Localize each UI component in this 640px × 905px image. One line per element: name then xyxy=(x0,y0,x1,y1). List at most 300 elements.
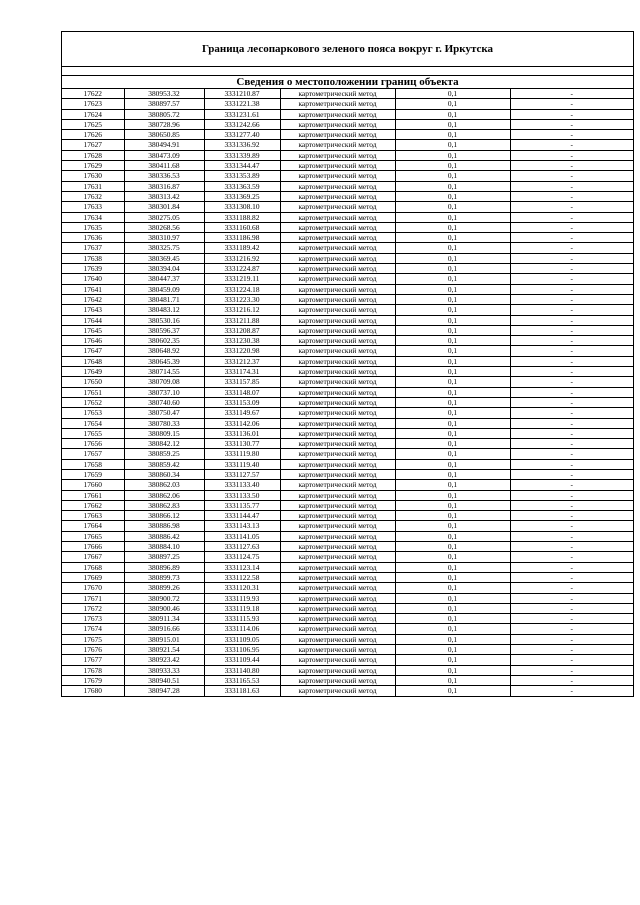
y-coordinate-cell: 3331119.18 xyxy=(204,603,280,613)
x-coordinate-cell: 380915.01 xyxy=(124,634,204,644)
description-cell: - xyxy=(510,140,633,150)
point-number-cell: 17639 xyxy=(62,264,124,274)
document-frame xyxy=(61,31,634,697)
precision-cell: 0,1 xyxy=(395,130,510,140)
point-number-cell: 17675 xyxy=(62,634,124,644)
precision-cell: 0,1 xyxy=(395,418,510,428)
table-row xyxy=(62,377,633,387)
precision-cell: 0,1 xyxy=(395,315,510,325)
x-coordinate-cell: 380897.57 xyxy=(124,99,204,109)
description-cell: - xyxy=(510,181,633,191)
precision-cell: 0,1 xyxy=(395,511,510,521)
point-number-cell: 17652 xyxy=(62,397,124,407)
point-number-cell: 17647 xyxy=(62,346,124,356)
table-row xyxy=(62,212,633,222)
table-row xyxy=(62,542,633,552)
description-cell: - xyxy=(510,150,633,160)
method-cell: картометрический метод xyxy=(280,562,395,572)
x-coordinate-cell: 380596.37 xyxy=(124,325,204,335)
precision-cell: 0,1 xyxy=(395,346,510,356)
table-row xyxy=(62,89,633,99)
point-number-cell: 17654 xyxy=(62,418,124,428)
table-row xyxy=(62,284,633,294)
y-coordinate-cell: 3331224.87 xyxy=(204,264,280,274)
x-coordinate-cell: 380860.34 xyxy=(124,469,204,479)
point-number-cell: 17635 xyxy=(62,222,124,232)
method-cell: картометрический метод xyxy=(280,449,395,459)
description-cell: - xyxy=(510,675,633,685)
method-cell: картометрический метод xyxy=(280,521,395,531)
point-number-cell: 17663 xyxy=(62,511,124,521)
method-cell: картометрический метод xyxy=(280,686,395,696)
point-number-cell: 17641 xyxy=(62,284,124,294)
precision-cell: 0,1 xyxy=(395,243,510,253)
description-cell: - xyxy=(510,542,633,552)
x-coordinate-cell: 380940.51 xyxy=(124,675,204,685)
point-number-cell: 17632 xyxy=(62,191,124,201)
description-cell: - xyxy=(510,356,633,366)
description-cell: - xyxy=(510,387,633,397)
description-cell: - xyxy=(510,418,633,428)
x-coordinate-cell: 380859.42 xyxy=(124,459,204,469)
table-row xyxy=(62,439,633,449)
description-cell: - xyxy=(510,511,633,521)
description-cell: - xyxy=(510,552,633,562)
table-row xyxy=(62,109,633,119)
point-number-cell: 17670 xyxy=(62,583,124,593)
table-row xyxy=(62,387,633,397)
table-row xyxy=(62,614,633,624)
description-cell: - xyxy=(510,305,633,315)
method-cell: картометрический метод xyxy=(280,593,395,603)
precision-cell: 0,1 xyxy=(395,233,510,243)
y-coordinate-cell: 3331120.31 xyxy=(204,583,280,593)
point-number-cell: 17653 xyxy=(62,408,124,418)
precision-cell: 0,1 xyxy=(395,264,510,274)
x-coordinate-cell: 380728.96 xyxy=(124,119,204,129)
y-coordinate-cell: 3331106.95 xyxy=(204,645,280,655)
table-row xyxy=(62,367,633,377)
point-number-cell: 17671 xyxy=(62,593,124,603)
precision-cell: 0,1 xyxy=(395,119,510,129)
method-cell: картометрический метод xyxy=(280,315,395,325)
description-cell: - xyxy=(510,119,633,129)
y-coordinate-cell: 3331119.80 xyxy=(204,449,280,459)
x-coordinate-cell: 380530.16 xyxy=(124,315,204,325)
method-cell: картометрический метод xyxy=(280,253,395,263)
table-row xyxy=(62,408,633,418)
x-coordinate-cell: 380933.33 xyxy=(124,665,204,675)
point-number-cell: 17633 xyxy=(62,202,124,212)
y-coordinate-cell: 3331344.47 xyxy=(204,161,280,171)
description-cell: - xyxy=(510,603,633,613)
y-coordinate-cell: 3331369.25 xyxy=(204,191,280,201)
description-cell: - xyxy=(510,367,633,377)
method-cell: картометрический метод xyxy=(280,119,395,129)
table-row xyxy=(62,140,633,150)
precision-cell: 0,1 xyxy=(395,675,510,685)
method-cell: картометрический метод xyxy=(280,222,395,232)
precision-cell: 0,1 xyxy=(395,222,510,232)
description-cell: - xyxy=(510,274,633,284)
y-coordinate-cell: 3331123.14 xyxy=(204,562,280,572)
method-cell: картометрический метод xyxy=(280,212,395,222)
description-cell: - xyxy=(510,161,633,171)
table-row xyxy=(62,171,633,181)
x-coordinate-cell: 380886.42 xyxy=(124,531,204,541)
y-coordinate-cell: 3331135.77 xyxy=(204,500,280,510)
table-row xyxy=(62,459,633,469)
precision-cell: 0,1 xyxy=(395,161,510,171)
y-coordinate-cell: 3331149.67 xyxy=(204,408,280,418)
x-coordinate-cell: 380494.91 xyxy=(124,140,204,150)
method-cell: картометрический метод xyxy=(280,387,395,397)
precision-cell: 0,1 xyxy=(395,459,510,469)
method-cell: картометрический метод xyxy=(280,356,395,366)
precision-cell: 0,1 xyxy=(395,377,510,387)
x-coordinate-cell: 380862.06 xyxy=(124,490,204,500)
description-cell: - xyxy=(510,439,633,449)
method-cell: картометрический метод xyxy=(280,171,395,181)
precision-cell: 0,1 xyxy=(395,645,510,655)
table-row xyxy=(62,336,633,346)
y-coordinate-cell: 3331221.38 xyxy=(204,99,280,109)
y-coordinate-cell: 3331212.37 xyxy=(204,356,280,366)
description-cell: - xyxy=(510,336,633,346)
table-row xyxy=(62,191,633,201)
y-coordinate-cell: 3331160.68 xyxy=(204,222,280,232)
method-cell: картометрический метод xyxy=(280,274,395,284)
point-number-cell: 17642 xyxy=(62,294,124,304)
x-coordinate-cell: 380899.26 xyxy=(124,583,204,593)
method-cell: картометрический метод xyxy=(280,202,395,212)
y-coordinate-cell: 3331363.59 xyxy=(204,181,280,191)
point-number-cell: 17636 xyxy=(62,233,124,243)
point-number-cell: 17634 xyxy=(62,212,124,222)
description-cell: - xyxy=(510,222,633,232)
y-coordinate-cell: 3331140.80 xyxy=(204,665,280,675)
point-number-cell: 17666 xyxy=(62,542,124,552)
precision-cell: 0,1 xyxy=(395,593,510,603)
precision-cell: 0,1 xyxy=(395,181,510,191)
table-row xyxy=(62,294,633,304)
table-row xyxy=(62,150,633,160)
precision-cell: 0,1 xyxy=(395,583,510,593)
table-row xyxy=(62,552,633,562)
table-row xyxy=(62,521,633,531)
table-row xyxy=(62,572,633,582)
description-cell: - xyxy=(510,294,633,304)
table-row xyxy=(62,531,633,541)
y-coordinate-cell: 3331211.88 xyxy=(204,315,280,325)
method-cell: картометрический метод xyxy=(280,583,395,593)
method-cell: картометрический метод xyxy=(280,150,395,160)
description-cell: - xyxy=(510,253,633,263)
precision-cell: 0,1 xyxy=(395,294,510,304)
description-cell: - xyxy=(510,655,633,665)
point-number-cell: 17623 xyxy=(62,99,124,109)
x-coordinate-cell: 380884.10 xyxy=(124,542,204,552)
description-cell: - xyxy=(510,583,633,593)
description-cell: - xyxy=(510,212,633,222)
method-cell: картометрический метод xyxy=(280,469,395,479)
description-cell: - xyxy=(510,171,633,181)
table-row xyxy=(62,665,633,675)
method-cell: картометрический метод xyxy=(280,490,395,500)
y-coordinate-cell: 3331230.38 xyxy=(204,336,280,346)
x-coordinate-cell: 380809.15 xyxy=(124,428,204,438)
method-cell: картометрический метод xyxy=(280,140,395,150)
precision-cell: 0,1 xyxy=(395,140,510,150)
method-cell: картометрический метод xyxy=(280,191,395,201)
point-number-cell: 17637 xyxy=(62,243,124,253)
section-subtitle: Сведения о местоположении границ объекта xyxy=(62,76,633,89)
method-cell: картометрический метод xyxy=(280,572,395,582)
y-coordinate-cell: 3331133.40 xyxy=(204,480,280,490)
y-coordinate-cell: 3331231.61 xyxy=(204,109,280,119)
y-coordinate-cell: 3331210.87 xyxy=(204,89,280,99)
description-cell: - xyxy=(510,449,633,459)
method-cell: картометрический метод xyxy=(280,377,395,387)
y-coordinate-cell: 3331127.57 xyxy=(204,469,280,479)
y-coordinate-cell: 3331115.93 xyxy=(204,614,280,624)
point-number-cell: 17645 xyxy=(62,325,124,335)
x-coordinate-cell: 380411.68 xyxy=(124,161,204,171)
table-row xyxy=(62,130,633,140)
table-row xyxy=(62,418,633,428)
point-number-cell: 17660 xyxy=(62,480,124,490)
point-number-cell: 17658 xyxy=(62,459,124,469)
x-coordinate-cell: 380866.12 xyxy=(124,511,204,521)
description-cell: - xyxy=(510,469,633,479)
table-row xyxy=(62,305,633,315)
point-number-cell: 17622 xyxy=(62,89,124,99)
point-number-cell: 17648 xyxy=(62,356,124,366)
method-cell: картометрический метод xyxy=(280,459,395,469)
point-number-cell: 17674 xyxy=(62,624,124,634)
method-cell: картометрический метод xyxy=(280,408,395,418)
description-cell: - xyxy=(510,315,633,325)
method-cell: картометрический метод xyxy=(280,552,395,562)
x-coordinate-cell: 380862.83 xyxy=(124,500,204,510)
description-cell: - xyxy=(510,130,633,140)
method-cell: картометрический метод xyxy=(280,645,395,655)
y-coordinate-cell: 3331119.93 xyxy=(204,593,280,603)
point-number-cell: 17673 xyxy=(62,614,124,624)
y-coordinate-cell: 3331216.92 xyxy=(204,253,280,263)
method-cell: картометрический метод xyxy=(280,542,395,552)
description-cell: - xyxy=(510,397,633,407)
x-coordinate-cell: 380310.97 xyxy=(124,233,204,243)
x-coordinate-cell: 380447.37 xyxy=(124,274,204,284)
method-cell: картометрический метод xyxy=(280,99,395,109)
precision-cell: 0,1 xyxy=(395,614,510,624)
y-coordinate-cell: 3331208.87 xyxy=(204,325,280,335)
precision-cell: 0,1 xyxy=(395,439,510,449)
precision-cell: 0,1 xyxy=(395,212,510,222)
y-coordinate-cell: 3331174.31 xyxy=(204,367,280,377)
description-cell: - xyxy=(510,665,633,675)
method-cell: картометрический метод xyxy=(280,243,395,253)
precision-cell: 0,1 xyxy=(395,624,510,634)
table-row xyxy=(62,562,633,572)
point-number-cell: 17668 xyxy=(62,562,124,572)
method-cell: картометрический метод xyxy=(280,614,395,624)
table-row xyxy=(62,325,633,335)
method-cell: картометрический метод xyxy=(280,233,395,243)
method-cell: картометрический метод xyxy=(280,346,395,356)
description-cell: - xyxy=(510,572,633,582)
document-title: Граница лесопаркового зеленого пояса вокруг г. Иркутска xyxy=(62,32,633,67)
method-cell: картометрический метод xyxy=(280,264,395,274)
y-coordinate-cell: 3331109.44 xyxy=(204,655,280,665)
point-number-cell: 17656 xyxy=(62,439,124,449)
method-cell: картометрический метод xyxy=(280,336,395,346)
table-row xyxy=(62,500,633,510)
point-number-cell: 17662 xyxy=(62,500,124,510)
point-number-cell: 17659 xyxy=(62,469,124,479)
point-number-cell: 17629 xyxy=(62,161,124,171)
x-coordinate-cell: 380750.47 xyxy=(124,408,204,418)
x-coordinate-cell: 380459.09 xyxy=(124,284,204,294)
x-coordinate-cell: 380645.39 xyxy=(124,356,204,366)
point-number-cell: 17678 xyxy=(62,665,124,675)
description-cell: - xyxy=(510,686,633,696)
description-cell: - xyxy=(510,593,633,603)
precision-cell: 0,1 xyxy=(395,552,510,562)
method-cell: картометрический метод xyxy=(280,428,395,438)
description-cell: - xyxy=(510,459,633,469)
point-number-cell: 17646 xyxy=(62,336,124,346)
y-coordinate-cell: 3331220.98 xyxy=(204,346,280,356)
y-coordinate-cell: 3331142.06 xyxy=(204,418,280,428)
table-row xyxy=(62,428,633,438)
x-coordinate-cell: 380316.87 xyxy=(124,181,204,191)
point-number-cell: 17672 xyxy=(62,603,124,613)
description-cell: - xyxy=(510,521,633,531)
point-number-cell: 17638 xyxy=(62,253,124,263)
table-row xyxy=(62,233,633,243)
x-coordinate-cell: 380953.32 xyxy=(124,89,204,99)
table-row xyxy=(62,99,633,109)
x-coordinate-cell: 380740.60 xyxy=(124,397,204,407)
table-row xyxy=(62,202,633,212)
precision-cell: 0,1 xyxy=(395,325,510,335)
description-cell: - xyxy=(510,191,633,201)
method-cell: картометрический метод xyxy=(280,655,395,665)
x-coordinate-cell: 380900.72 xyxy=(124,593,204,603)
precision-cell: 0,1 xyxy=(395,336,510,346)
x-coordinate-cell: 380650.85 xyxy=(124,130,204,140)
x-coordinate-cell: 380336.53 xyxy=(124,171,204,181)
y-coordinate-cell: 3331109.05 xyxy=(204,634,280,644)
description-cell: - xyxy=(510,490,633,500)
point-number-cell: 17627 xyxy=(62,140,124,150)
y-coordinate-cell: 3331188.82 xyxy=(204,212,280,222)
point-number-cell: 17669 xyxy=(62,572,124,582)
precision-cell: 0,1 xyxy=(395,655,510,665)
x-coordinate-cell: 380275.05 xyxy=(124,212,204,222)
method-cell: картометрический метод xyxy=(280,130,395,140)
description-cell: - xyxy=(510,645,633,655)
table-row xyxy=(62,222,633,232)
precision-cell: 0,1 xyxy=(395,521,510,531)
precision-cell: 0,1 xyxy=(395,99,510,109)
x-coordinate-cell: 380648.92 xyxy=(124,346,204,356)
description-cell: - xyxy=(510,325,633,335)
y-coordinate-cell: 3331277.40 xyxy=(204,130,280,140)
x-coordinate-cell: 380805.72 xyxy=(124,109,204,119)
method-cell: картометрический метод xyxy=(280,665,395,675)
description-cell: - xyxy=(510,89,633,99)
x-coordinate-cell: 380481.71 xyxy=(124,294,204,304)
y-coordinate-cell: 3331114.06 xyxy=(204,624,280,634)
precision-cell: 0,1 xyxy=(395,469,510,479)
y-coordinate-cell: 3331136.01 xyxy=(204,428,280,438)
x-coordinate-cell: 380916.66 xyxy=(124,624,204,634)
description-cell: - xyxy=(510,377,633,387)
table-row xyxy=(62,264,633,274)
y-coordinate-cell: 3331353.89 xyxy=(204,171,280,181)
precision-cell: 0,1 xyxy=(395,284,510,294)
precision-cell: 0,1 xyxy=(395,686,510,696)
precision-cell: 0,1 xyxy=(395,191,510,201)
table-row xyxy=(62,253,633,263)
y-coordinate-cell: 3331141.05 xyxy=(204,531,280,541)
precision-cell: 0,1 xyxy=(395,562,510,572)
x-coordinate-cell: 380483.12 xyxy=(124,305,204,315)
x-coordinate-cell: 380394.04 xyxy=(124,264,204,274)
table-row xyxy=(62,480,633,490)
y-coordinate-cell: 3331308.10 xyxy=(204,202,280,212)
x-coordinate-cell: 380899.73 xyxy=(124,572,204,582)
table-row xyxy=(62,274,633,284)
x-coordinate-cell: 380842.12 xyxy=(124,439,204,449)
table-row xyxy=(62,356,633,366)
precision-cell: 0,1 xyxy=(395,634,510,644)
point-number-cell: 17624 xyxy=(62,109,124,119)
table-row xyxy=(62,675,633,685)
point-number-cell: 17679 xyxy=(62,675,124,685)
point-number-cell: 17651 xyxy=(62,387,124,397)
y-coordinate-cell: 3331242.66 xyxy=(204,119,280,129)
table-row xyxy=(62,315,633,325)
point-number-cell: 17680 xyxy=(62,686,124,696)
point-number-cell: 17628 xyxy=(62,150,124,160)
precision-cell: 0,1 xyxy=(395,150,510,160)
x-coordinate-cell: 380301.84 xyxy=(124,202,204,212)
table-row xyxy=(62,161,633,171)
coordinates-table xyxy=(62,89,633,696)
x-coordinate-cell: 380473.09 xyxy=(124,150,204,160)
precision-cell: 0,1 xyxy=(395,89,510,99)
description-cell: - xyxy=(510,99,633,109)
method-cell: картометрический метод xyxy=(280,603,395,613)
y-coordinate-cell: 3331130.77 xyxy=(204,439,280,449)
y-coordinate-cell: 3331165.53 xyxy=(204,675,280,685)
x-coordinate-cell: 380602.35 xyxy=(124,336,204,346)
method-cell: картометрический метод xyxy=(280,531,395,541)
x-coordinate-cell: 380947.28 xyxy=(124,686,204,696)
table-row xyxy=(62,346,633,356)
table-row xyxy=(62,511,633,521)
precision-cell: 0,1 xyxy=(395,603,510,613)
y-coordinate-cell: 3331143.13 xyxy=(204,521,280,531)
method-cell: картометрический метод xyxy=(280,89,395,99)
description-cell: - xyxy=(510,500,633,510)
x-coordinate-cell: 380268.56 xyxy=(124,222,204,232)
table-row xyxy=(62,181,633,191)
